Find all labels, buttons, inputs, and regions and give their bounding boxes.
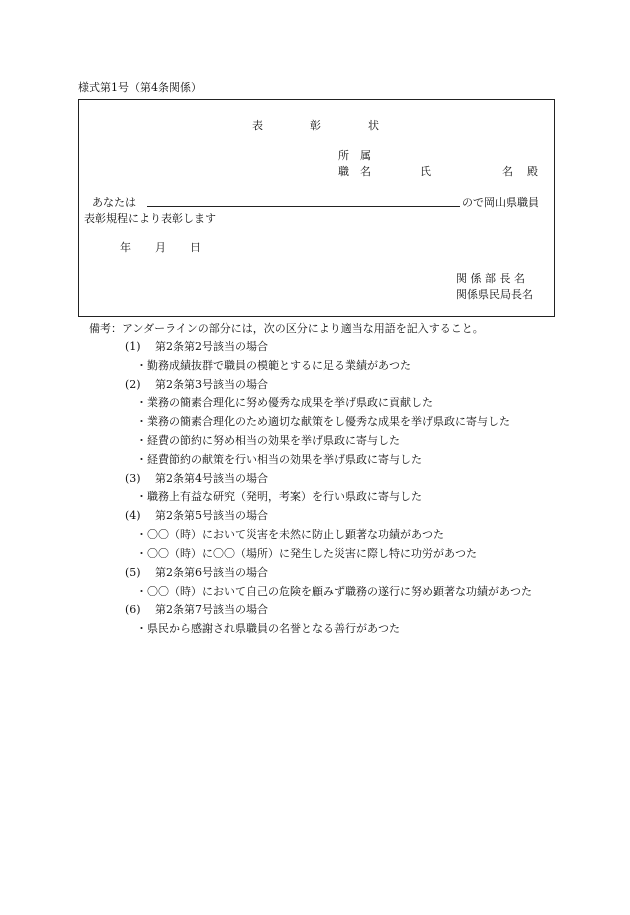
issuer-line-1: 関 係 部 長 名 <box>456 272 525 285</box>
body-prefix: あなたは <box>92 196 136 209</box>
section-title: 第2条第7号該当の場合 <box>155 603 268 616</box>
section-item: ・業務の簡素合理化のため適切な献策をし優秀な成果を挙げ県政に寄与した <box>136 415 510 428</box>
certificate-title-char-3: 状 <box>368 119 379 132</box>
section-title: 第2条第5号該当の場合 <box>155 509 268 522</box>
certificate-title-char-2: 彰 <box>310 119 321 132</box>
section-number: (1) <box>125 340 141 353</box>
fill-in-underline <box>147 206 460 207</box>
date-month: 月 <box>155 241 166 254</box>
form-label: 様式第1号（第4条関係） <box>78 81 202 94</box>
given-name-label: 名 <box>502 165 513 178</box>
section-title: 第2条第3号該当の場合 <box>155 378 268 391</box>
section-number: (3) <box>125 472 141 485</box>
certificate-title-char-1: 表 <box>252 119 263 132</box>
body-suffix: ので岡山県職員 <box>462 196 539 209</box>
surname-label: 氏 <box>420 165 431 178</box>
body-line-2: 表彰規程により表彰します <box>84 212 216 225</box>
section-item: ・県民から感謝され県職員の名誉となる善行があつた <box>136 622 400 635</box>
section-item: ・職務上有益な研究（発明，考案）を行い県政に寄与した <box>136 490 422 503</box>
section-item: ・経費の節約に努め相当の効果を挙げ県政に寄与した <box>136 434 400 447</box>
section-item: ・経費節約の献策を行い相当の効果を挙げ県政に寄与した <box>136 453 422 466</box>
section-item: ・〇〇（時）において自己の危険を顧みず職務の遂行に努め顕著な功績があつた <box>136 585 532 598</box>
section-item: ・勤務成績抜群で職員の模範とするに足る業績があつた <box>136 359 411 372</box>
section-number: (6) <box>125 603 141 616</box>
affiliation-label: 所 属 <box>338 149 371 162</box>
remarks-heading: 備考：アンダーラインの部分には，次の区分により適当な用語を記入すること。 <box>89 322 484 335</box>
honorific: 殿 <box>527 165 538 178</box>
section-number: (5) <box>125 566 141 579</box>
section-title: 第2条第6号該当の場合 <box>155 566 268 579</box>
section-number: (4) <box>125 509 141 522</box>
issuer-line-2: 関係県民局長名 <box>456 288 533 301</box>
section-title: 第2条第2号該当の場合 <box>155 340 268 353</box>
date-day: 日 <box>190 241 201 254</box>
section-item: ・〇〇（時）に〇〇（場所）に発生した災害に際し特に功労があつた <box>136 547 477 560</box>
section-number: (2) <box>125 378 141 391</box>
position-label: 職 名 <box>338 165 371 178</box>
section-item: ・〇〇（時）において災害を未然に防止し顕著な功績があつた <box>136 528 444 541</box>
section-item: ・業務の簡素合理化に努め優秀な成果を挙げ県政に貢献した <box>136 396 433 409</box>
section-title: 第2条第4号該当の場合 <box>155 472 268 485</box>
date-year: 年 <box>120 241 131 254</box>
